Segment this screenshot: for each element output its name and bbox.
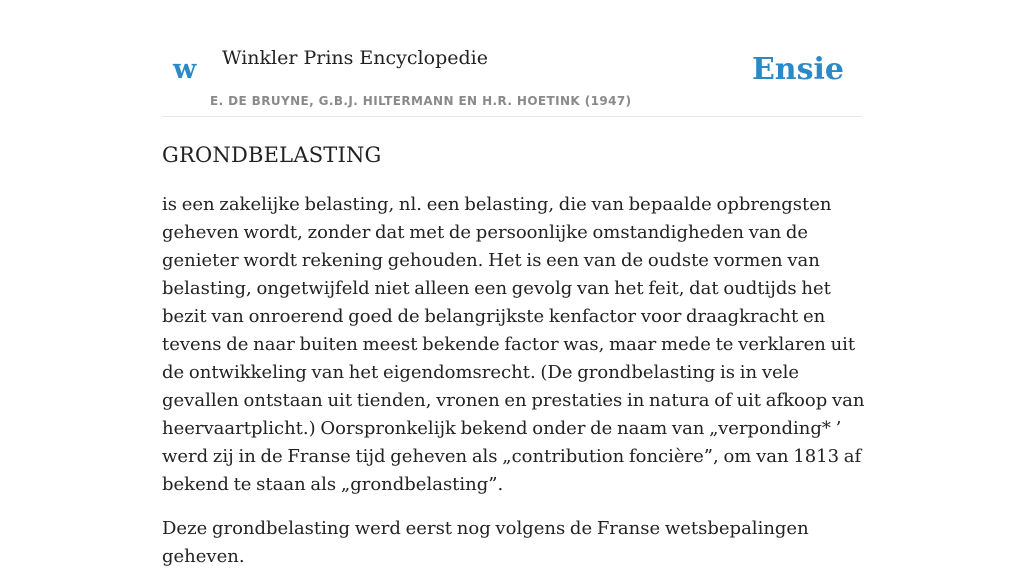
article-title: GRONDBELASTING (162, 143, 382, 167)
article (162, 138, 867, 571)
winkler-prins-logo[interactable]: w (173, 54, 197, 85)
article-paragraph-1: is een zakelijke belasting, nl. een belasting, die van bepaalde opbrengsten geheven wordt, zonder dat met de persoonlijke omstandigheden van de genieter wordt rekening gehouden. Het is een van de oudste vormen van belasting, ongetwijfeld niet alleen een gevolg van het feit, dat oudtijds het bezit van onroerend goed de belangrijkste kenfactor voor draagkracht en tevens de naar buiten meest bekende factor was, maar mede te verklaren uit de ontwikkeling van het eigendomsrecht. (De grondbelasting is in vele gevallen ontstaan uit tienden, vronen en prestaties in natura of uit afkoop van heervaartplicht.) Oorspronkelijk bekend onder de naam van „verponding* ’ werd zij in de Franse tijd geheven als „contribution foncière”, om van 1813 af bekend te staan als „grondbelasting”. (162, 194, 865, 495)
article-paragraph-2: Deze grondbelasting werd eerst nog volgens de Franse wetsbepalingen geheven. (162, 518, 809, 567)
site-header (162, 0, 862, 117)
source-authors: E. DE BRUYNE, G.B.J. HILTERMANN EN H.R. HOETINK (1947) (210, 94, 632, 108)
ensie-logo-link[interactable]: Ensie (751, 52, 844, 87)
source-title-link[interactable]: Winkler Prins Encyclopedie (222, 47, 488, 69)
